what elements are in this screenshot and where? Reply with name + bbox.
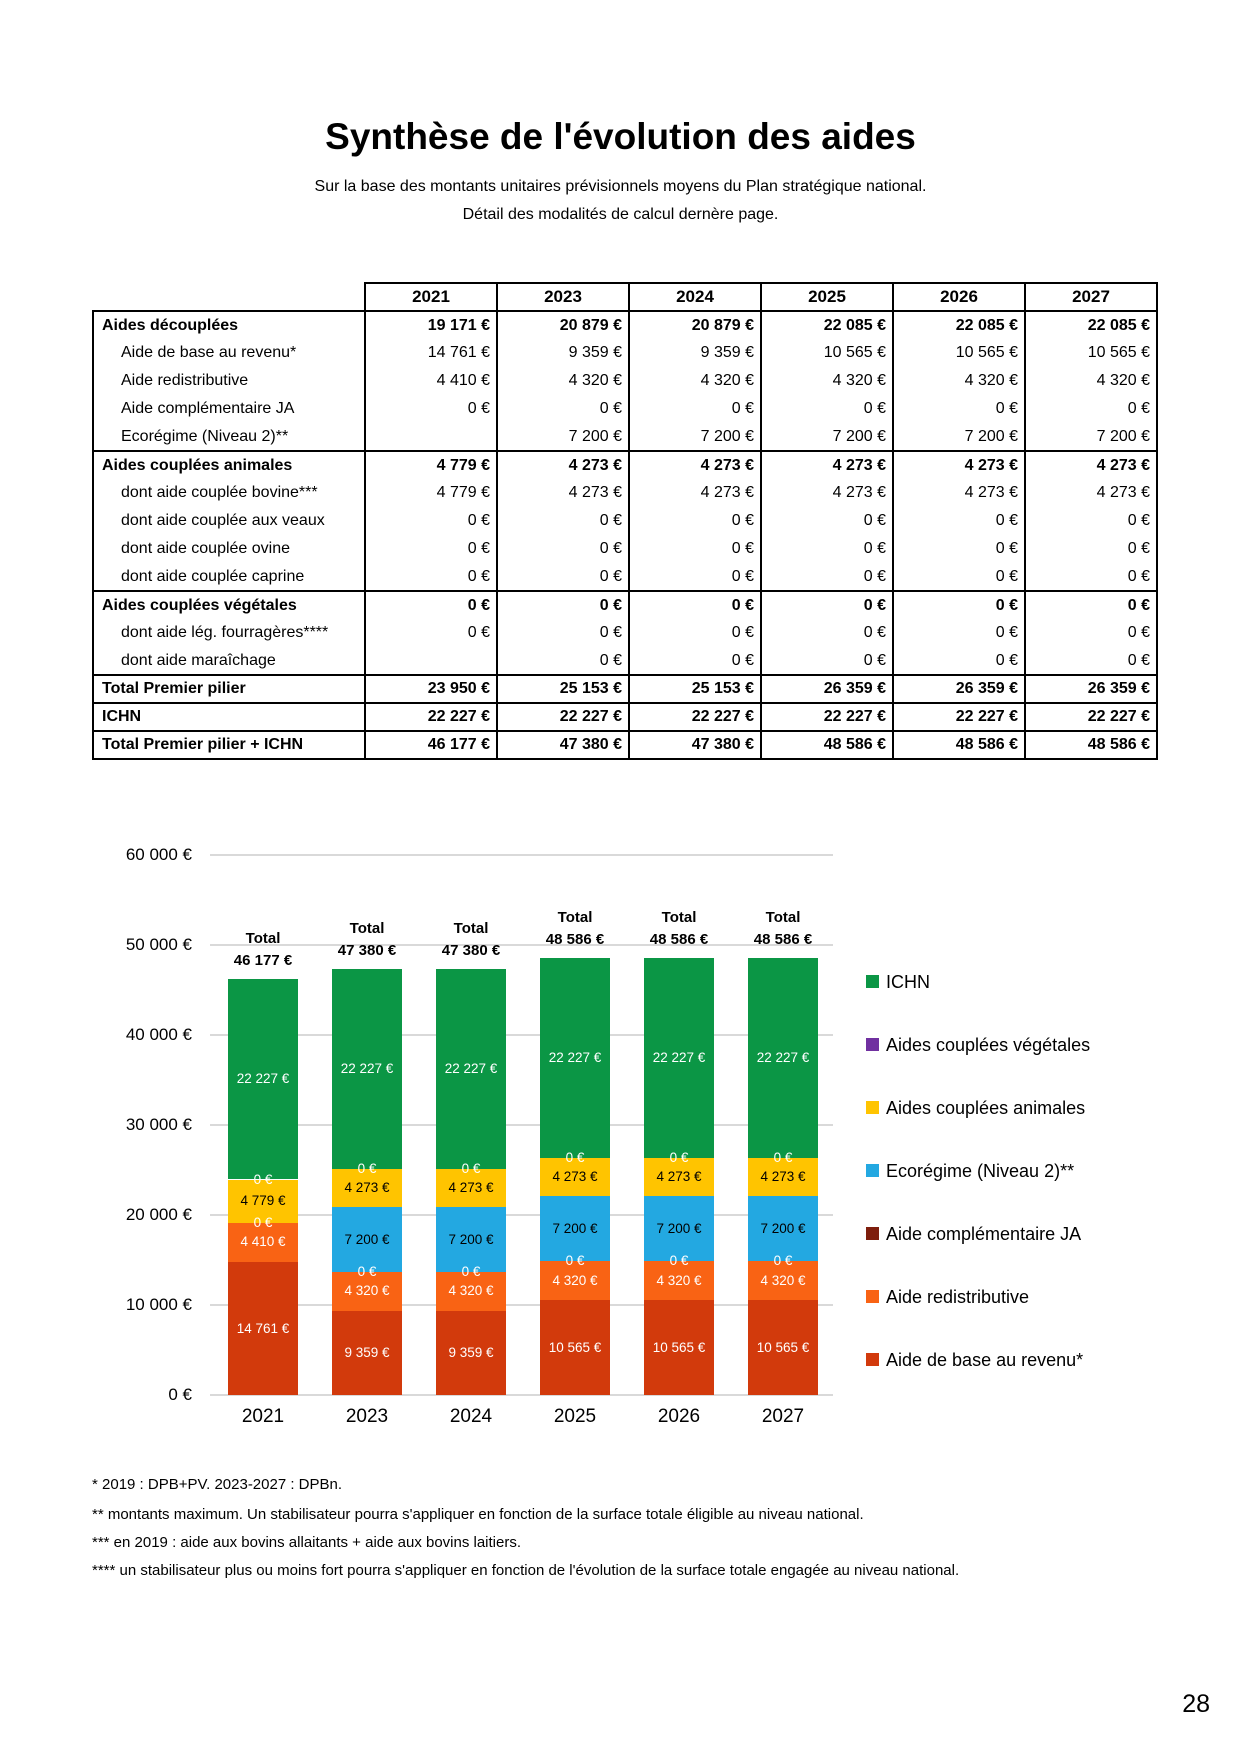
value-cell: 48 586 € [761,731,893,759]
row-label: Total Premier pilier + ICHN [93,731,365,759]
row-label: Ecorégime (Niveau 2)** [93,423,365,451]
y-axis-label: 40 000 € [125,1025,192,1044]
value-cell: 0 € [893,591,1025,619]
y-axis-label: 10 000 € [125,1295,192,1314]
footnote: * 2019 : DPB+PV. 2023-2027 : DPBn. [92,1476,343,1493]
subtitle-line-1: Sur la base des montants unitaires prévisionnels moyens du Plan stratégique national. [314,178,927,195]
value-cell: 0 € [1025,619,1157,647]
y-axis-label: 60 000 € [125,845,192,864]
bar-segment-label: 7 200 € [656,1220,702,1236]
year-header: 2026 [893,283,1025,311]
value-cell: 4 273 € [629,479,761,507]
page-number: 28 [1182,1690,1210,1718]
bar-segment-label: 9 359 € [344,1344,390,1360]
row-label: Total Premier pilier [93,675,365,703]
value-cell: 0 € [629,395,761,423]
footnote: **** un stabilisateur plus ou moins fort pourra s'appliquer en fonction de l'évolution de la surface totale engagée au niveau national. [92,1562,960,1579]
total-label-word: Total [453,919,489,937]
bar-segment-label: 22 227 € [756,1049,810,1065]
total-label-value: 48 586 € [545,930,605,948]
total-label-word: Total [349,919,385,937]
bar-segment-label: 4 273 € [552,1169,598,1184]
value-cell: 0 € [893,563,1025,591]
value-cell: 0 € [497,619,629,647]
value-cell: 0 € [497,591,629,619]
bar-segment-label: 4 273 € [448,1179,494,1195]
row-label: dont aide couplée bovine*** [93,479,365,507]
y-axis-label: 50 000 € [125,935,192,954]
value-cell: 4 273 € [761,479,893,507]
y-axis-label: 30 000 € [125,1115,192,1134]
value-cell: 22 085 € [893,311,1025,339]
value-cell: 4 410 € [365,367,497,395]
value-cell: 48 586 € [1025,731,1157,759]
value-cell: 4 320 € [497,367,629,395]
total-label-value: 47 380 € [441,941,501,959]
value-cell: 23 950 € [365,675,497,703]
value-cell: 0 € [365,619,497,647]
value-cell: 0 € [761,395,893,423]
x-axis-label: 2025 [553,1406,597,1427]
value-cell: 0 € [497,395,629,423]
x-axis-label: 2026 [657,1406,701,1427]
value-cell: 19 171 € [365,311,497,339]
bar-segment-label: 4 320 € [656,1272,702,1288]
bar-segment-label: 14 761 € [236,1320,290,1336]
bar-segment-label: 4 410 € [240,1234,286,1250]
value-cell: 20 879 € [497,311,629,339]
value-cell: 0 € [761,535,893,563]
total-label-word: Total [661,908,697,926]
value-cell: 47 380 € [629,731,761,759]
value-cell: 10 565 € [1025,339,1157,367]
legend-label: Aides couplées animales [886,1098,1086,1118]
bar-segment-label: 0 € [253,1214,273,1230]
row-label: dont aide couplée ovine [93,535,365,563]
value-cell: 0 € [761,619,893,647]
value-cell: 4 779 € [365,451,497,479]
year-header: 2027 [1025,283,1157,311]
bar-segment-label: 4 273 € [656,1169,702,1184]
subtitle-line-2: Détail des modalités de calcul dernère page. [462,206,779,223]
row-label: Aides couplées animales [93,451,365,479]
value-cell: 4 273 € [497,451,629,479]
value-cell: 0 € [629,535,761,563]
value-cell: 0 € [629,591,761,619]
bar-segment-label: 0 € [669,1253,689,1268]
value-cell: 26 359 € [1025,675,1157,703]
value-cell: 4 273 € [893,479,1025,507]
value-cell: 4 320 € [761,367,893,395]
row-label: Aides couplées végétales [93,591,365,619]
value-cell: 0 € [1025,535,1157,563]
y-axis-label: 0 € [168,1385,192,1404]
bar-segment-label: 0 € [565,1149,585,1165]
value-cell: 4 779 € [365,479,497,507]
value-cell: 0 € [365,535,497,563]
value-cell: 0 € [893,507,1025,535]
legend-label: Aides couplées végétales [886,1035,1091,1055]
value-cell: 22 227 € [629,703,761,731]
value-cell: 4 273 € [629,451,761,479]
bar-segment-label: 4 273 € [344,1179,390,1195]
year-header: 2025 [761,283,893,311]
bar-segment-label: 4 320 € [552,1272,598,1288]
value-cell: 4 273 € [761,451,893,479]
value-cell: 0 € [365,395,497,423]
value-cell: 0 € [893,395,1025,423]
value-cell: 25 153 € [497,675,629,703]
bar-segment-label: 10 565 € [652,1339,706,1355]
bar-segment-label: 4 320 € [448,1283,494,1299]
value-cell: 4 273 € [497,479,629,507]
value-cell: 26 359 € [893,675,1025,703]
value-cell: 4 320 € [1025,367,1157,395]
value-cell: 4 273 € [1025,479,1157,507]
value-cell: 0 € [497,535,629,563]
value-cell: 20 879 € [629,311,761,339]
x-axis-label: 2027 [761,1406,805,1427]
bar-segment-label: 7 200 € [448,1231,494,1247]
value-cell: 4 273 € [893,451,1025,479]
value-cell: 0 € [497,563,629,591]
legend-label: Aide redistributive [886,1287,1030,1307]
value-cell: 22 085 € [761,311,893,339]
bar-segment-label: 0 € [461,1160,481,1176]
bar-segment-label: 0 € [773,1149,793,1165]
total-label-word: Total [557,908,593,926]
bar-segment-label: 22 227 € [236,1071,290,1087]
bar-segment-label: 4 779 € [240,1193,286,1208]
value-cell: 0 € [1025,647,1157,675]
value-cell: 4 320 € [893,367,1025,395]
value-cell: 10 565 € [761,339,893,367]
bar-segment-label: 0 € [253,1171,273,1187]
bar-segment-label: 22 227 € [444,1060,498,1076]
total-label-value: 47 380 € [337,941,397,959]
total-label-value: 46 177 € [233,952,293,970]
row-label: dont aide maraîchage [93,647,365,675]
row-label: Aide redistributive [93,367,365,395]
row-label: dont aide lég. fourragères**** [93,619,365,647]
value-cell: 0 € [365,563,497,591]
value-cell: 0 € [497,647,629,675]
row-label: Aide de base au revenu* [93,339,365,367]
bar-segment-label: 0 € [669,1149,689,1165]
bar-segment-label: 7 200 € [344,1231,390,1247]
x-axis-label: 2024 [449,1406,493,1427]
value-cell: 22 227 € [365,703,497,731]
value-cell: 0 € [629,619,761,647]
value-cell: 4 273 € [1025,451,1157,479]
bar-segment-label: 7 200 € [552,1220,598,1236]
legend-label: Aide complémentaire JA [886,1224,1082,1244]
value-cell: 0 € [761,647,893,675]
value-cell: 7 200 € [1025,423,1157,451]
value-cell: 7 200 € [497,423,629,451]
value-cell: 0 € [1025,563,1157,591]
bar-segment-label: 22 227 € [652,1049,706,1065]
page-title: Synthèse de l'évolution des aides [325,116,916,157]
row-label: Aide complémentaire JA [93,395,365,423]
value-cell: 0 € [893,647,1025,675]
row-label: ICHN [93,703,365,731]
year-header: 2021 [365,283,497,311]
value-cell: 7 200 € [893,423,1025,451]
value-cell: 48 586 € [893,731,1025,759]
value-cell: 9 359 € [629,339,761,367]
year-header: 2023 [497,283,629,311]
x-axis-label: 2021 [241,1406,285,1427]
row-label: dont aide couplée aux veaux [93,507,365,535]
row-label: dont aide couplée caprine [93,563,365,591]
value-cell: 46 177 € [365,731,497,759]
value-cell: 0 € [893,619,1025,647]
value-cell: 10 565 € [893,339,1025,367]
value-cell: 4 320 € [629,367,761,395]
value-cell: 22 227 € [761,703,893,731]
bar-segment-label: 10 565 € [756,1339,810,1355]
value-cell: 47 380 € [497,731,629,759]
total-label-value: 48 586 € [649,930,709,948]
total-label-word: Total [245,930,281,948]
value-cell: 0 € [761,507,893,535]
value-cell: 0 € [365,507,497,535]
bar-segment-label: 0 € [565,1253,585,1268]
value-cell: 0 € [761,591,893,619]
value-cell: 7 200 € [761,423,893,451]
value-cell: 0 € [365,591,497,619]
value-cell: 0 € [1025,507,1157,535]
bar-segment-label: 4 320 € [760,1272,806,1288]
value-cell: 25 153 € [629,675,761,703]
total-label-word: Total [765,908,801,926]
bar-segment-label: 9 359 € [448,1344,494,1360]
y-axis-label: 20 000 € [125,1205,192,1224]
value-cell: 0 € [761,563,893,591]
bar-segment-label: 0 € [357,1160,377,1176]
bar-segment-label: 0 € [357,1263,377,1279]
bar-segment-label: 0 € [461,1263,481,1279]
value-cell: 22 227 € [893,703,1025,731]
value-cell: 22 085 € [1025,311,1157,339]
value-cell: 0 € [1025,395,1157,423]
bar-segment-label: 4 320 € [344,1283,390,1299]
value-cell: 0 € [629,647,761,675]
value-cell: 0 € [497,507,629,535]
bar-segment-label: 22 227 € [340,1060,394,1076]
x-axis-label: 2023 [345,1406,389,1427]
footnote: ** montants maximum. Un stabilisateur pourra s'appliquer en fonction de la surface totale éligible au niveau national. [92,1506,864,1523]
bar-segment-label: 22 227 € [548,1049,602,1065]
bar-segment-label: 7 200 € [760,1220,806,1236]
value-cell: 0 € [629,507,761,535]
row-label: Aides découplées [93,311,365,339]
value-cell: 26 359 € [761,675,893,703]
value-cell: 14 761 € [365,339,497,367]
bar-segment-label: 0 € [773,1253,793,1268]
bar-segment-label: 10 565 € [548,1339,602,1355]
total-label-value: 48 586 € [753,930,813,948]
footnote: *** en 2019 : aide aux bovins allaitants + aide aux bovins laitiers. [92,1534,522,1551]
legend-label: ICHN [886,972,930,992]
legend-label: Aide de base au revenu* [886,1350,1084,1370]
value-cell: 22 227 € [1025,703,1157,731]
value-cell: 0 € [629,563,761,591]
value-cell: 9 359 € [497,339,629,367]
legend-label: Ecorégime (Niveau 2)** [886,1161,1075,1181]
value-cell: 7 200 € [629,423,761,451]
value-cell: 22 227 € [497,703,629,731]
year-header: 2024 [629,283,761,311]
bar-segment-label: 4 273 € [760,1169,806,1184]
value-cell: 0 € [893,535,1025,563]
value-cell: 0 € [1025,591,1157,619]
